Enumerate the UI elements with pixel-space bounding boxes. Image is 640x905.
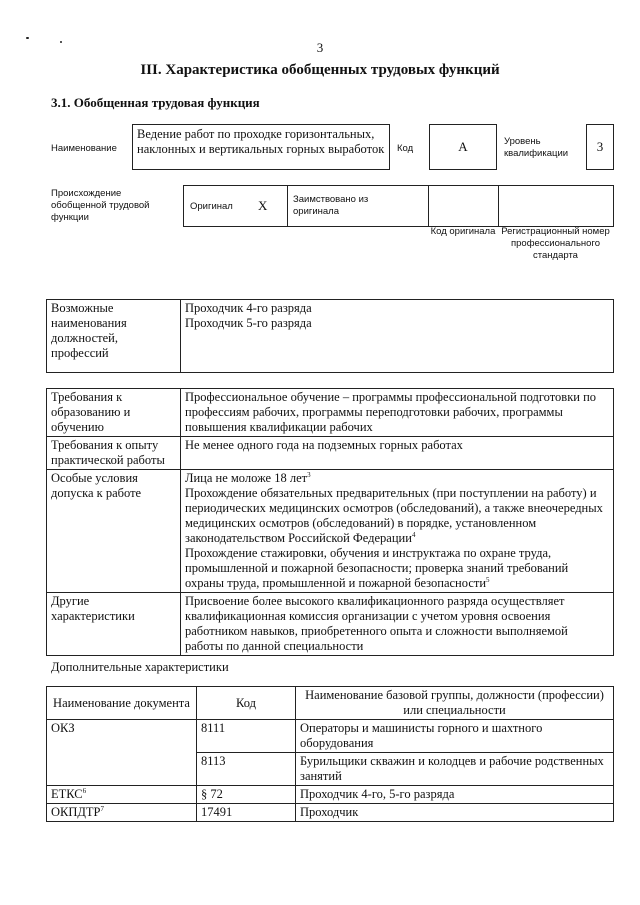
additional-table (46, 686, 614, 822)
reg-caption: Регистрационный номер профессионального стандарта (501, 226, 610, 261)
positions-value (181, 300, 614, 373)
position-item: Проходчик 4-го разряда (185, 301, 312, 315)
other-label: Другие характеристики (47, 593, 181, 656)
position-item: Проходчик 5-го разряда (185, 316, 312, 330)
other-value: Присвоение более высокого квалификационного разряда осуществляет квалификационная комиссия организации с учетом уровня освоения работником навыков, приобретенного опыта и сложности выполняемой работы по данной специальности (181, 593, 614, 656)
divider (428, 185, 429, 227)
condition-item: Прохождение обязательных предварительных (при поступлении на работу) и периодических медицинских осмотров (обследований), а также внеочередных медицинских осмотров (обследований) в порядке, установленном законодательством Российской Федерации$^4$ (185, 486, 603, 545)
conditions-label: Особые условия допуска к работе (47, 470, 181, 593)
positions-label: Возможные наименования должностей, профессий (47, 300, 181, 373)
education-value: Профессиональное обучение – программы профессиональной подготовки по профессиям рабочих, программы переподготовки рабочих, программы повышения квалификации рабочих (181, 389, 614, 437)
name-cell: Проходчик 4-го, 5-го разряда (296, 786, 614, 804)
level-label: Уровень квалификации (504, 136, 569, 159)
scan-speck (26, 37, 29, 39)
doc-cell: ОКПДТР$^7$ (47, 804, 197, 822)
doc-cell: ЕТКС$^6$ (47, 786, 197, 804)
original-mark: X (258, 198, 268, 213)
name-cell: Проходчик (296, 804, 614, 822)
name-label: Наименование (51, 143, 117, 154)
experience-label: Требования к опыту практической работы (47, 437, 181, 470)
header-doc: Наименование документа (47, 687, 197, 720)
code-cell: § 72 (197, 786, 296, 804)
origin-box (183, 185, 614, 227)
level-value: 3 (586, 124, 614, 170)
experience-value: Не менее одного года на подземных горных работах (181, 437, 614, 470)
code-label: Код (397, 143, 414, 154)
page-number: 3 (316, 40, 324, 55)
subsection-title: 3.1. Обобщенная трудовая функция (51, 95, 260, 110)
code-cell: 8113 (197, 753, 296, 786)
code-caption: Код оригинала (430, 226, 496, 237)
original-label: Оригинал (190, 201, 233, 212)
conditions-value (181, 470, 614, 593)
additional-title: Дополнительные характеристики (51, 660, 229, 674)
requirements-table (46, 388, 614, 656)
section-title: III. Характеристика обобщенных трудовых функций (140, 62, 500, 78)
name-value: Ведение работ по проходке горизонтальных, наклонных и вертикальных горных выработок (132, 124, 390, 170)
education-label: Требования к образованию и обучению (47, 389, 181, 437)
code-cell: 17491 (197, 804, 296, 822)
borrowed-label: Заимствовано из оригинала (293, 194, 369, 217)
name-cell: Операторы и машинисты горного и шахтного оборудования (296, 720, 614, 753)
header-name: Наименование базовой группы, должности (профессии) или специальности (296, 687, 614, 720)
name-cell: Бурильщики скважин и колодцев и рабочие родственных занятий (296, 753, 614, 786)
condition-item: Прохождение стажировки, обучения и инструктажа по охране труда, промышленной и пожарной безопасности; проверка знаний требований охраны труда, промышленной и пожарной безопасности$^5$ (185, 546, 569, 590)
positions-table (46, 299, 614, 373)
header-code: Код (197, 687, 296, 720)
divider (287, 185, 288, 227)
condition-item: Лица не моложе 18 лет$^3$ (185, 470, 311, 485)
origin-label: Происхождение обобщенной трудовой функции (51, 188, 150, 223)
code-cell: 8111 (197, 720, 296, 753)
divider (498, 185, 499, 227)
code-value: A (429, 124, 497, 170)
doc-cell: ОКЗ (47, 720, 197, 786)
